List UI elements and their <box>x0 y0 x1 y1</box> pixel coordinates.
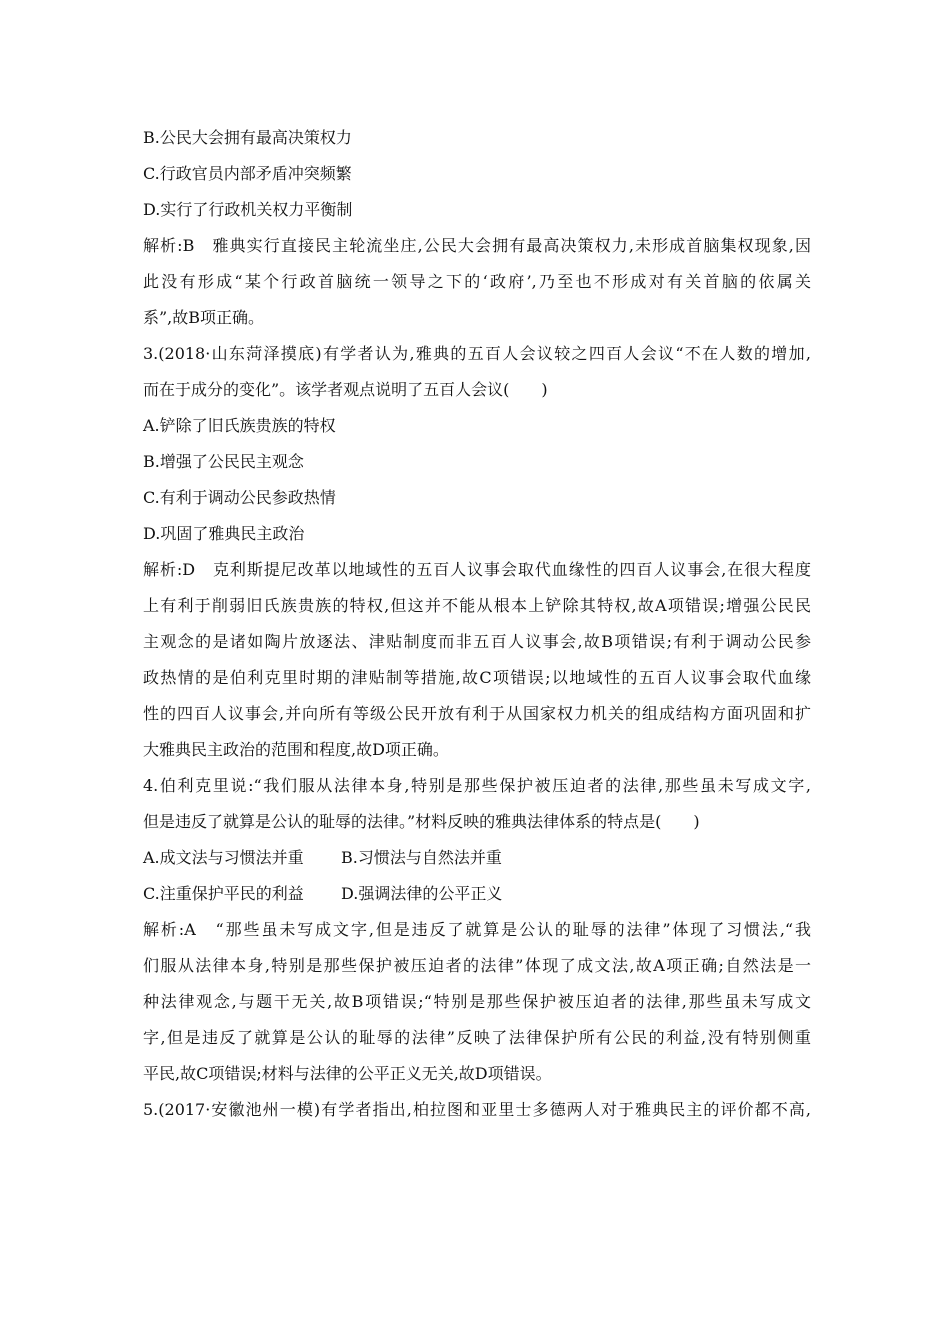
q4-option-c: C.注重保护平民的利益 <box>143 884 304 903</box>
q4-option-a: A.成文法与习惯法并重 <box>143 848 304 867</box>
q3-option-b: B.增强了公民民主观念 <box>143 452 304 471</box>
q4-options-row <box>143 840 811 876</box>
q4-option-d: D.强调法律的公平正义 <box>341 884 503 903</box>
q2-option-d: D.实行了行政机关权力平衡制 <box>143 200 353 219</box>
q2-option-c: C.行政官员内部矛盾冲突频繁 <box>143 164 352 183</box>
q2-analysis-line: 此没有形成“某个行政首脑统一领导之下的‘政府’,乃至也不形成对有关首脑的依属关 <box>143 272 811 291</box>
q2-analysis-line: 解析:B 雅典实行直接民主轮流坐庄,公民大会拥有最高决策权力,未形成首脑集权现象,因 <box>143 236 811 255</box>
q5-stem-line: 5.(2017·安徽池州一模)有学者指出,柏拉图和亚里士多德两人对于雅典民主的评价都不高, <box>143 1100 811 1119</box>
q3-analysis-line: 性的四百人议事会,并向所有等级公民开放有利于从国家权力机关的组成结构方面巩固和扩 <box>143 704 811 723</box>
q4-analysis-line: 们服从法律本身,特别是那些保护被压迫者的法律”体现了成文法,故A项正确;自然法是一 <box>143 956 811 975</box>
q2-option-b: B.公民大会拥有最高决策权力 <box>143 128 352 147</box>
q3-option-c: C.有利于调动公民参政热情 <box>143 488 336 507</box>
q3-analysis-line: 上有利于削弱旧氏族贵族的特权,但这并不能从根本上铲除其特权,故A项错误;增强公民民 <box>143 596 811 615</box>
q3-option-a: A.铲除了旧氏族贵族的特权 <box>143 416 336 435</box>
q4-options-row <box>143 876 811 912</box>
q4-option-b: B.习惯法与自然法并重 <box>341 848 502 867</box>
q4-stem-line: 但是违反了就算是公认的耻辱的法律。”材料反映的雅典法律体系的特点是( ) <box>143 812 700 831</box>
q4-analysis-line: 解析:A “那些虽未写成文字,但是违反了就算是公认的耻辱的法律”体现了习惯法,“我 <box>143 920 811 939</box>
q2-analysis-line: 系”,故B项正确。 <box>143 308 265 327</box>
q3-stem-line: 3.(2018·山东菏泽摸底)有学者认为,雅典的五百人会议较之四百人会议“不在人数的增加, <box>143 344 811 363</box>
q4-analysis-line: 字,但是违反了就算是公认的耻辱的法律”反映了法律保护所有公民的利益,没有特别侧重 <box>143 1028 811 1047</box>
q3-stem-line: 而在于成分的变化”。该学者观点说明了五百人会议( ) <box>143 380 548 399</box>
q4-analysis-line: 种法律观念,与题干无关,故B项错误;“特别是那些保护被压迫者的法律,那些虽未写成文 <box>143 992 811 1011</box>
q3-option-d: D.巩固了雅典民主政治 <box>143 524 305 543</box>
q4-stem-line: 4.伯利克里说:“我们服从法律本身,特别是那些保护被压迫者的法律,那些虽未写成文字, <box>143 776 811 795</box>
q3-analysis-line: 大雅典民主政治的范围和程度,故D项正确。 <box>143 740 449 759</box>
q3-analysis-line: 政热情的是伯利克里时期的津贴制等措施,故C项错误;以地域性的五百人议事会取代血缘 <box>143 668 811 687</box>
q4-analysis-line: 平民,故C项错误;材料与法律的公平正义无关,故D项错误。 <box>143 1064 552 1083</box>
page-content <box>143 120 811 1128</box>
q3-analysis-line: 主观念的是诸如陶片放逐法、津贴制度而非五百人议事会,故B项错误;有利于调动公民参 <box>143 632 811 651</box>
q3-analysis-line: 解析:D 克利斯提尼改革以地域性的五百人议事会取代血缘性的四百人议事会,在很大程度 <box>143 560 811 579</box>
